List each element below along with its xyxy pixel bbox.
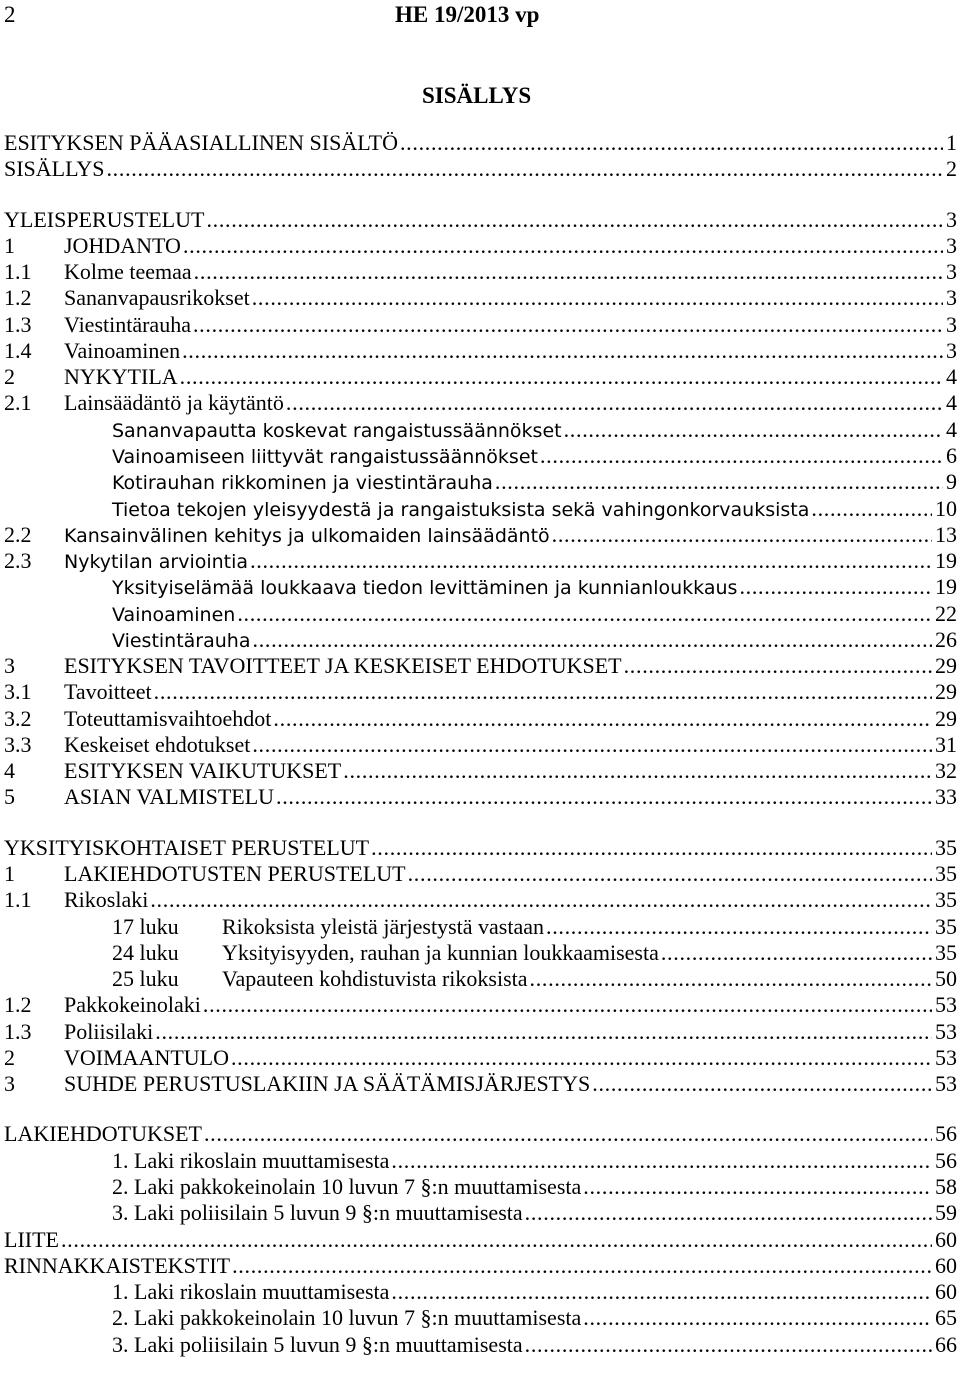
toc-dot-leader [400,130,943,156]
toc-entry-page: 29 [935,679,957,705]
toc-entry-title: 2. Laki pakkokeinolain 10 luvun 7 §:n muuttamisesta [112,1173,582,1199]
toc-entry-number: 1 [4,232,15,258]
toc-entry-title: 1. Laki rikoslain muuttamisesta [112,1147,390,1173]
toc-entry-title: Yksityisyyden, rauhan ja kunnian loukkaamisesta [222,939,659,965]
toc-entry-title: LIITE [4,1226,59,1252]
toc-entry-title: SUHDE PERUSTUSLAKIIN JA SÄÄTÄMISJÄRJESTYS [64,1071,591,1097]
toc-dot-leader [252,285,943,311]
toc-entry-number: 1.3 [4,1018,32,1044]
toc-dot-leader [61,1227,932,1253]
toc-dot-leader [546,914,932,940]
toc-entry-page: 60 [935,1279,957,1305]
toc-entry-number: 2.1 [4,390,32,416]
toc-entry-number: 5 [4,784,15,810]
toc-heading: SISÄLLYS [422,83,532,108]
toc-dot-leader [371,835,932,861]
toc-entry[interactable] [4,312,957,338]
toc-dot-leader [194,259,943,285]
toc-dot-leader [495,469,943,495]
toc-entry-number: 24 luku [112,939,179,965]
toc-entry-title: Tietoa tekojen yleisyydestä ja rangaistuksista sekä vahingonkorvauksista [112,498,810,521]
toc-entry-page: 1 [946,130,957,155]
toc-entry[interactable] [4,1253,957,1279]
toc-dot-leader [552,522,932,548]
toc-entry-number: 4 [4,758,15,784]
toc-entry-page: 53 [935,992,957,1018]
toc-entry[interactable] [4,601,957,627]
toc-dot-leader [155,1019,932,1045]
toc-entry-page: 3 [946,206,957,232]
toc-entry-title: NYKYTILA [64,364,178,390]
toc-entry[interactable] [4,679,957,705]
toc-entry-page: 35 [935,887,957,913]
toc-entry-page: 29 [935,653,957,679]
toc-entry-title: 2. Laki pakkokeinolain 10 luvun 7 §:n muuttamisesta [112,1305,582,1331]
toc-entry[interactable] [4,469,957,495]
toc-entry-page: 4 [946,364,957,390]
toc-dot-leader [276,784,932,810]
toc-entry-title: ESITYKSEN PÄÄASIALLINEN SISÄLTÖ [4,130,398,155]
toc-entry-title: Pakkokeinolaki [64,992,201,1018]
toc-entry-title: Toteuttamisvaihtoehdot [64,705,272,731]
toc-entry[interactable] [4,1174,957,1200]
toc-entry-number: 2 [4,364,15,390]
toc-entry-title: Lainsäädäntö ja käytäntö [64,390,284,416]
toc-entry-title: RINNAKKAISTEKSTIT [4,1252,231,1278]
toc-dot-leader [180,364,943,390]
toc-entry-number: 1.2 [4,992,32,1018]
toc-entry-page: 3 [946,259,957,285]
toc-entry[interactable] [4,1019,957,1045]
toc-entry-number: 3.3 [4,731,32,757]
toc-dot-leader [564,417,943,443]
toc-entry-page: 4 [946,390,957,416]
toc-entry[interactable] [4,887,957,913]
toc-entry-number: 2.3 [4,548,32,574]
toc-entry-title: ESITYKSEN TAVOITTEET JA KESKEISET EHDOTUKSET [64,653,622,679]
toc-entry[interactable] [4,285,957,311]
toc-entry-page: 32 [935,758,957,784]
toc-entry[interactable] [4,130,957,156]
toc-entry-title: 3. Laki poliisilain 5 luvun 9 §:n muuttamisesta [112,1331,523,1357]
toc-dot-leader [343,758,932,784]
toc-entry-page: 53 [935,1018,957,1044]
toc-entry-number: 3.1 [4,679,32,705]
document-id: HE 19/2013 vp [395,2,540,27]
toc-entry-title: Kotirauhan rikkominen ja viestintärauha [112,472,493,495]
toc-entry-title: Viestintärauha [112,629,251,652]
toc-entry-title: Rikoksista yleistä järjestystä vastaan [222,913,544,939]
toc-entry-title: JOHDANTO [64,232,181,258]
toc-entry[interactable] [4,732,957,758]
toc-entry-page: 33 [935,784,957,810]
toc-entry[interactable] [4,207,957,233]
toc-entry-page: 50 [935,966,957,992]
toc-dot-leader [540,443,943,469]
toc-entry-page: 13 [935,521,957,547]
toc-entry-page: 65 [935,1305,957,1331]
toc-entry[interactable] [4,443,957,469]
toc-entry-page: 26 [935,626,957,652]
toc-entry-page: 2 [946,156,957,182]
toc-dot-leader [583,1305,932,1331]
toc-entry[interactable] [4,653,957,679]
toc-entry-number: 1 [4,861,15,887]
toc-entry-page: 35 [935,939,957,965]
toc-dot-leader [150,887,932,913]
toc-entry[interactable] [4,259,957,285]
toc-entry[interactable] [4,417,957,443]
toc-dot-leader [408,861,932,887]
toc-entry-title: YLEISPERUSTELUT [4,206,205,232]
toc-entry-title: Rikoslaki [64,887,149,913]
toc-entry-title: Tavoitteet [64,679,152,705]
toc-entry[interactable] [4,574,957,600]
toc-entry-page: 29 [935,705,957,731]
toc-entry-page: 56 [935,1147,957,1173]
toc-entry-title: Sananvapausrikokset [64,285,250,311]
toc-entry-page: 53 [935,1071,957,1097]
toc-entry[interactable] [4,758,957,784]
toc-dot-leader [286,390,943,416]
toc-entry-number: 3.2 [4,705,32,731]
toc-entry-number: 2 [4,1044,15,1070]
toc-entry-number: 1.2 [4,285,32,311]
toc-entry[interactable] [4,338,957,364]
toc-entry-number: 2.2 [4,521,32,547]
toc-entry[interactable] [4,706,957,732]
toc-entry-number: 17 luku [112,913,179,939]
toc-dot-leader [106,156,943,182]
toc-entry-page: 4 [946,416,957,442]
toc-dot-leader [253,627,933,653]
toc-entry[interactable] [4,364,957,390]
page-number: 2 [4,2,16,27]
toc-dot-leader [206,207,943,233]
toc-entry-title: YKSITYISKOHTAISET PERUSTELUT [4,834,370,860]
toc-entry-title: Vapauteen kohdistuvista rikoksista [222,966,528,992]
toc-dot-leader [624,653,932,679]
toc-entry[interactable] [4,784,957,810]
toc-entry-title: 1. Laki rikoslain muuttamisesta [112,1279,390,1305]
toc-dot-leader [203,992,932,1018]
toc-entry-title: ASIAN VALMISTELU [64,784,275,810]
toc-entry-page: 66 [935,1331,957,1357]
toc-entry[interactable] [4,914,957,940]
toc-entry-title: SISÄLLYS [4,156,105,182]
toc-entry[interactable] [4,156,957,182]
toc-entry[interactable] [4,1332,957,1358]
toc-entry[interactable] [4,1071,957,1097]
toc-entry[interactable] [4,1045,957,1071]
toc-dot-leader [583,1174,932,1200]
toc-entry-title: Poliisilaki [64,1018,154,1044]
toc-dot-leader [193,312,943,338]
toc-entry-page: 19 [935,548,957,574]
toc-entry-title: Kansainvälinen kehitys ja ulkomaiden lainsäädäntö [64,524,550,547]
toc-entry-title: Sananvapautta koskevat rangaistussäännökset [112,419,562,442]
toc-entry[interactable] [4,1200,957,1226]
toc-entry-page: 6 [946,442,957,468]
toc-entry-page: 3 [946,285,957,311]
toc-dot-leader [530,966,932,992]
toc-dot-leader [231,1045,932,1071]
toc-entry[interactable] [4,1305,957,1331]
toc-entry[interactable] [4,1121,957,1147]
toc-entry-title: LAKIEHDOTUKSET [4,1121,202,1147]
toc-entry[interactable] [4,390,957,416]
toc-entry-page: 22 [935,600,957,626]
toc-entry-page: 35 [935,913,957,939]
toc-dot-leader [525,1200,932,1226]
toc-entry[interactable] [4,233,957,259]
toc-entry-number: 3 [4,653,15,679]
toc-entry-number: 25 luku [112,966,179,992]
toc-entry-number: 1.1 [4,259,32,285]
toc-entry-page: 53 [935,1044,957,1070]
toc-entry-number: 1.1 [4,887,32,913]
toc-entry-page: 56 [935,1121,957,1147]
toc-dot-leader [250,548,932,574]
toc-entry[interactable] [4,548,957,574]
toc-entry-title: Yksityiselämää loukkaava tiedon levittäminen ja kunnianloukkaus [112,577,738,600]
toc-entry-page: 35 [935,834,957,860]
toc-entry-title: 3. Laki poliisilain 5 luvun 9 §:n muuttamisesta [112,1200,523,1226]
toc-entry-title: Nykytilan arviointia [64,551,249,574]
toc-dot-leader [592,1071,932,1097]
toc-dot-leader [391,1279,932,1305]
toc-entry-title: Viestintärauha [64,311,191,337]
toc-dot-leader [811,496,932,522]
toc-entry-page: 58 [935,1173,957,1199]
toc-dot-leader [273,706,932,732]
toc-entry-title: LAKIEHDOTUSTEN PERUSTELUT [64,861,406,887]
toc-dot-leader [525,1332,932,1358]
toc-entry-number: 1.3 [4,311,32,337]
toc-entry[interactable] [4,861,957,887]
toc-entry-page: 60 [935,1226,957,1252]
toc-entry-page: 3 [946,337,957,363]
toc-dot-leader [183,233,943,259]
toc-entry-page: 3 [946,311,957,337]
toc-entry-page: 9 [946,469,957,495]
toc-dot-leader [237,601,932,627]
toc-entry[interactable] [4,627,957,653]
toc-entry-title: Vainoamiseen liittyvät rangaistussäännökset [112,445,538,468]
toc-entry-page: 59 [935,1200,957,1226]
toc-dot-leader [182,338,943,364]
toc-entry-page: 31 [935,731,957,757]
toc-entry-page: 10 [935,495,957,521]
toc-entry[interactable] [4,835,957,861]
toc-dot-leader [391,1148,932,1174]
toc-entry-page: 3 [946,232,957,258]
toc-entry-number: 1.4 [4,337,32,363]
toc-dot-leader [154,679,932,705]
toc-dot-leader [739,574,932,600]
toc-entry[interactable] [4,966,957,992]
toc-entry[interactable] [4,1227,957,1253]
toc-entry[interactable] [4,522,957,548]
toc-entry[interactable] [4,1148,957,1174]
toc-entry-title: Vainoaminen [64,337,181,363]
toc-entry[interactable] [4,992,957,1018]
toc-entry-title: Keskeiset ehdotukset [64,731,251,757]
toc-dot-leader [204,1121,932,1147]
toc-entry-page: 60 [935,1252,957,1278]
toc-entry-title: Kolme teemaa [64,259,192,285]
toc-dot-leader [252,732,932,758]
toc-entry-title: ESITYKSEN VAIKUTUKSET [64,758,342,784]
toc-dot-leader [232,1253,932,1279]
toc-entry-page: 19 [935,574,957,600]
toc-entry-page: 35 [935,861,957,887]
toc-dot-leader [661,940,932,966]
toc-entry[interactable] [4,940,957,966]
toc-entry[interactable] [4,496,957,522]
toc-entry-title: Vainoaminen [112,603,236,626]
toc-entry[interactable] [4,1279,957,1305]
toc-entry-number: 3 [4,1071,15,1097]
toc-entry-title: VOIMAANTULO [64,1044,229,1070]
